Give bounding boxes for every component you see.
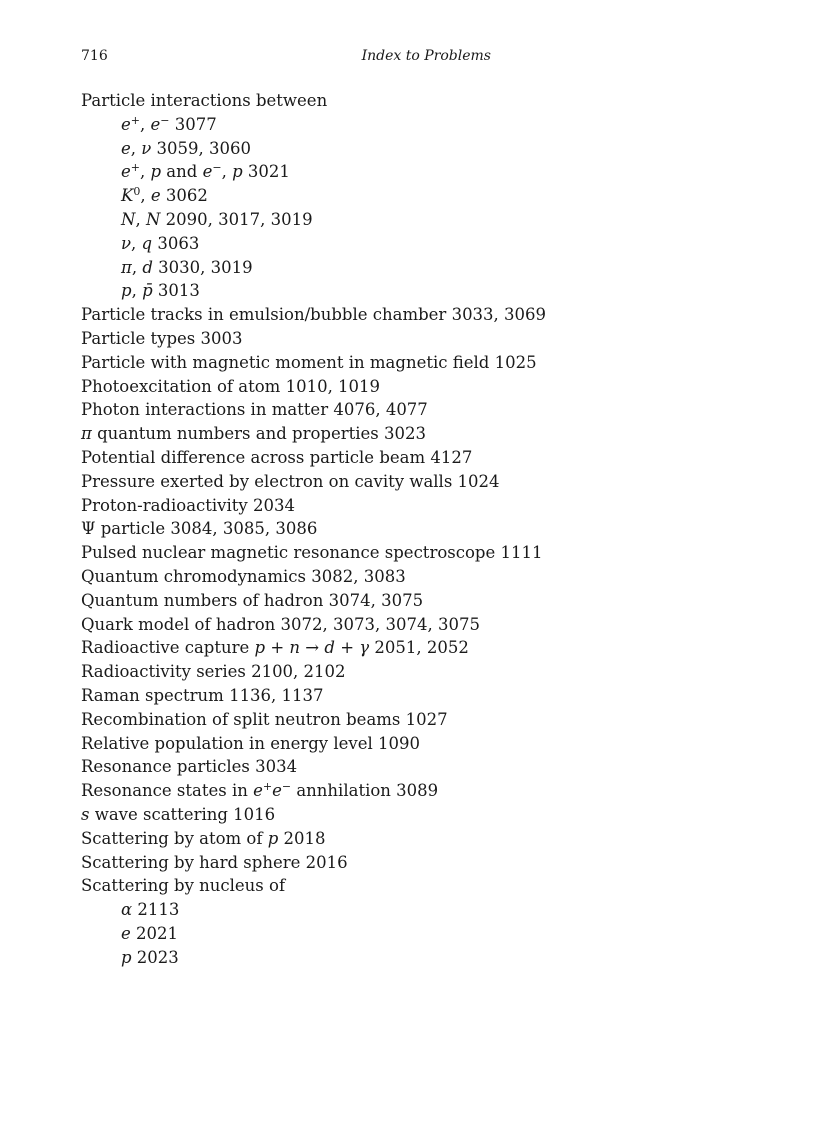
index-subentry: π, d 3030, 3019	[121, 257, 253, 277]
index-entry: Particle tracks in emulsion/bubble chamber 3033, 3069	[81, 305, 547, 325]
index-entry: Relative population in energy level 1090	[81, 733, 421, 753]
index-subentry: α 2113	[121, 900, 180, 920]
page-number: 716	[81, 48, 108, 64]
index-subentry: N, N 2090, 3017, 3019	[121, 209, 313, 229]
index-entries	[81, 89, 781, 969]
index-entry: Quark model of hadron 3072, 3073, 3074, 3075	[81, 614, 480, 634]
index-entry: Pulsed nuclear magnetic resonance spectroscope 1111	[81, 543, 543, 563]
index-subentry: $K^0$, e 3062	[121, 185, 208, 206]
index-entry: Scattering by hard sphere 2016	[81, 852, 348, 872]
index-entry: π quantum numbers and properties 3023	[81, 424, 426, 444]
index-entry: Pressure exerted by electron on cavity walls 1024	[81, 471, 500, 491]
index-entry: Particle with magnetic moment in magnetic field 1025	[81, 352, 537, 372]
index-entry: Radioactivity series 2100, 2102	[81, 662, 346, 682]
index-entry: Resonance states in e+e− annhilation 3089	[81, 780, 439, 801]
index-entry: s wave scattering 1016	[81, 804, 276, 824]
index-entry: Potential difference across particle beam 4127	[81, 447, 473, 467]
index-entry: Resonance particles 3034	[81, 757, 298, 777]
index-subentry: e+, p and e−, p 3021	[121, 161, 290, 182]
index-subentry: p 2023	[121, 947, 179, 967]
index-entry: Radioactive capture p + n → d + γ 2051, 2052	[81, 638, 469, 658]
index-entry: Scattering by atom of p 2018	[81, 828, 326, 848]
index-entry: Scattering by nucleus of	[81, 876, 286, 896]
index-entry: Particle interactions between	[81, 91, 328, 110]
index-subentry: e+, e− 3077	[121, 113, 217, 134]
index-entry: Photoexcitation of atom 1010, 1019	[81, 376, 381, 396]
index-entry: Particle types 3003	[81, 328, 243, 348]
index-subentry: ν, q 3063	[121, 233, 200, 253]
index-entry: Recombination of split neutron beams 1027	[81, 709, 448, 729]
index-entry: Quantum chromodynamics 3082, 3083	[81, 566, 406, 586]
index-entry: Ψ particle 3084, 3085, 3086	[81, 519, 318, 539]
index-subentry: p, p̄ 3013	[121, 281, 200, 301]
index-entry: Photon interactions in matter 4076, 4077	[81, 400, 428, 420]
index-subentry: e, ν 3059, 3060	[121, 138, 252, 158]
index-entry: Quantum numbers of hadron 3074, 3075	[81, 590, 424, 610]
index-entry: Proton-radioactivity 2034	[81, 495, 295, 515]
running-title: Index to Problems	[361, 48, 491, 64]
page-header	[81, 48, 491, 68]
index-subentry: e 2021	[121, 923, 179, 943]
index-entry: Raman spectrum 1136, 1137	[81, 685, 324, 705]
